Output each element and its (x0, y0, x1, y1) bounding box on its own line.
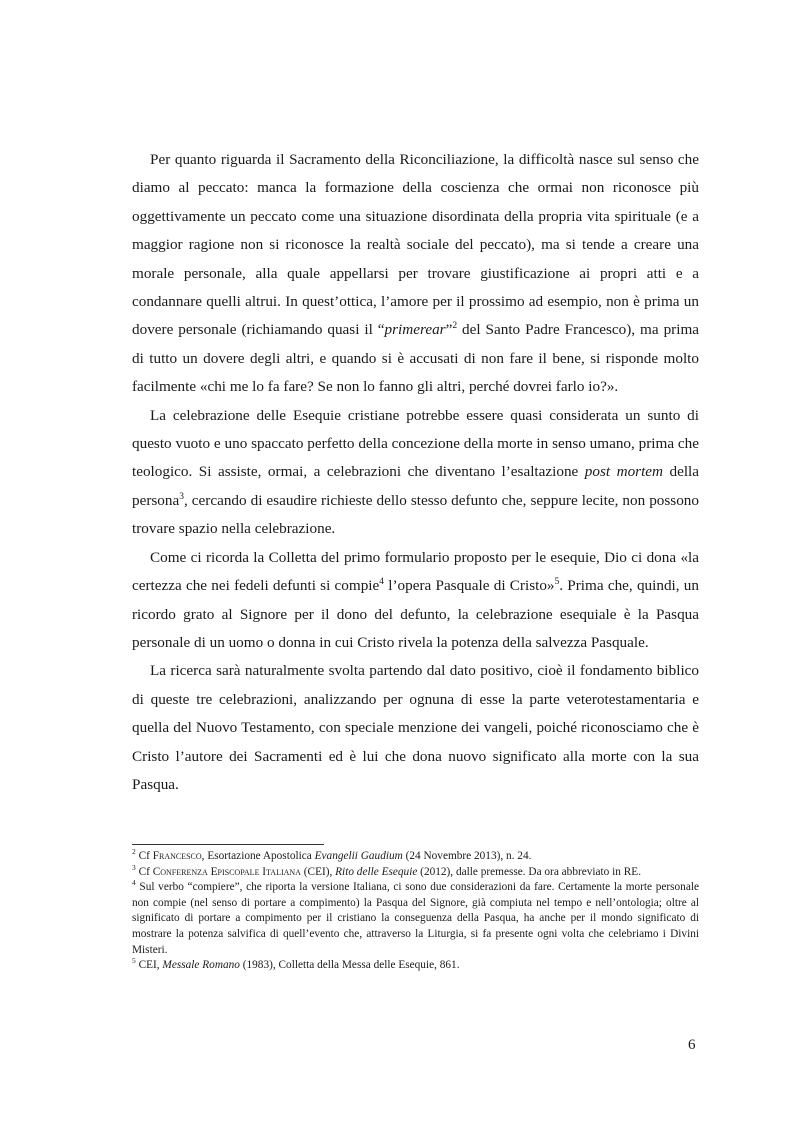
italic-run: Messale Romano (162, 959, 240, 972)
text-run: (24 Novembre 2013), n. 24. (402, 850, 532, 862)
italic-run: Evangelii Gaudium (314, 850, 403, 862)
text-run: CEI, (135, 959, 163, 972)
footnote-ref: 4 (132, 878, 136, 888)
text-run: (CEI), (300, 865, 336, 878)
small-caps-run: Conferenza Episcopale Italiana (152, 865, 301, 878)
footnote-ref: 2 (452, 321, 458, 332)
paragraph (132, 657, 699, 799)
text-run: La ricerca sarà naturalmente svolta partendo dal dato positivo, cioè il fondamento biblico di queste tre celebrazioni, analizzando per ognuna di esse la parte veterotestamentaria e quella del Nuovo Testamento, con speciale menzione dei vangeli, poiché riconosciamo che è Cristo l’autore dei Sacramenti ed è lui che dona nuovo significato alla morte con la sua Pasqua. (132, 662, 699, 793)
italic-run: post mortem (584, 463, 663, 481)
text-run: ” (445, 321, 453, 339)
text-run: Cf (135, 865, 153, 878)
italic-run: Rito delle Esequie (335, 865, 418, 878)
footnote (132, 880, 699, 958)
footnotes (132, 849, 699, 974)
text-run: . Prima che, quindi, un ricordo grato al Signore per il dono del defunto, la celebrazione esequiale è la Pasqua personale di un uomo o donna in cui Cristo rivela la potenza della salvezza Pasquale. (132, 577, 699, 651)
text-run: Come ci ricorda la Colletta del primo formulario proposto per le esequie, Dio ci dona «la certezza che nei fedeli defunti si compie (132, 548, 699, 595)
body-text (132, 146, 699, 799)
text-run: del Santo Padre Francesco), ma prima di tutto un dovere degli altri, e quando si è accusati di non fare il bene, si risponde molto facilmente «chi me lo fa fare? Se non lo fanno gli altri, perché dovrei farlo io?». (132, 321, 699, 396)
paragraph (132, 146, 699, 402)
footnote (132, 958, 699, 974)
footnote-separator (132, 844, 324, 845)
text-run: Sul verbo “compiere”, che riporta la versione Italiana, ci sono due considerazioni da fare. Certamente la morte personale non compie (nel senso di portare a compimento) la Pasqua del Signore, già compiuta nel tempo e nell’ontologia; oltre al significato di portare a compimento per il cristiano la conseguenza della Pasqua, ha anche per il mondo significato di mostrare la potenza salvifica di quell’evento che, attraverso la Liturgia, si fa presente ogni volta che celebriamo i Divini Misteri. (132, 881, 699, 956)
footnote-ref: 2 (132, 847, 136, 857)
text-run: l’opera Pasquale di Cristo» (384, 577, 555, 595)
footnote-ref: 3 (132, 862, 136, 872)
paragraph (132, 402, 699, 544)
text-run: (2012), dalle premesse. Da ora abbreviato in RE. (417, 865, 642, 878)
italic-run: primerear (384, 321, 446, 339)
text-run: La celebrazione delle Esequie cristiane potrebbe essere quasi considerata un sunto di questo vuoto e uno spaccato perfetto della concezione della morte in senso umano, prima che teologico. Si assiste, ormai, a celebrazioni che diventano l’esaltazione (132, 406, 699, 481)
footnote (132, 862, 699, 881)
text-run: (1983), Colletta della Messa delle Esequie, 861. (239, 959, 460, 972)
footnote-ref: 5 (554, 577, 560, 588)
footnote-ref: 3 (179, 491, 184, 502)
page-number: 6 (688, 1037, 696, 1053)
text-run: della persona (132, 463, 700, 509)
text-run: Per quanto riguarda il Sacramento della Riconciliazione, la difficoltà nasce sul senso che diamo al peccato: manca la formazione della coscienza che ormai non riconosce più oggettivamente un peccato come una situazione disordinata della propria vita spirituale (e a maggior ragione non si riconosce la realtà sociale del peccato), ma si tende a creare una morale personale, alla quale appellarsi per trovare giustificazione ai propri atti e a condannare quelli altrui. In quest’ottica, l’amore per il prossimo ad esempio, non è prima un dovere personale (richiamando quasi il “ (132, 151, 699, 339)
paragraph (132, 544, 699, 658)
footnote-ref: 4 (379, 577, 384, 588)
footnote-ref: 5 (132, 956, 136, 966)
small-caps-run: Francesco (152, 850, 202, 862)
text-run: , cercando di esaudire richieste dello stesso defunto che, seppure lecite, non possono trovare spazio nella celebrazione. (132, 491, 699, 538)
text-run: , Esortazione Apostolica (201, 850, 315, 862)
footnote (132, 849, 699, 865)
text-run: Cf (135, 850, 153, 862)
